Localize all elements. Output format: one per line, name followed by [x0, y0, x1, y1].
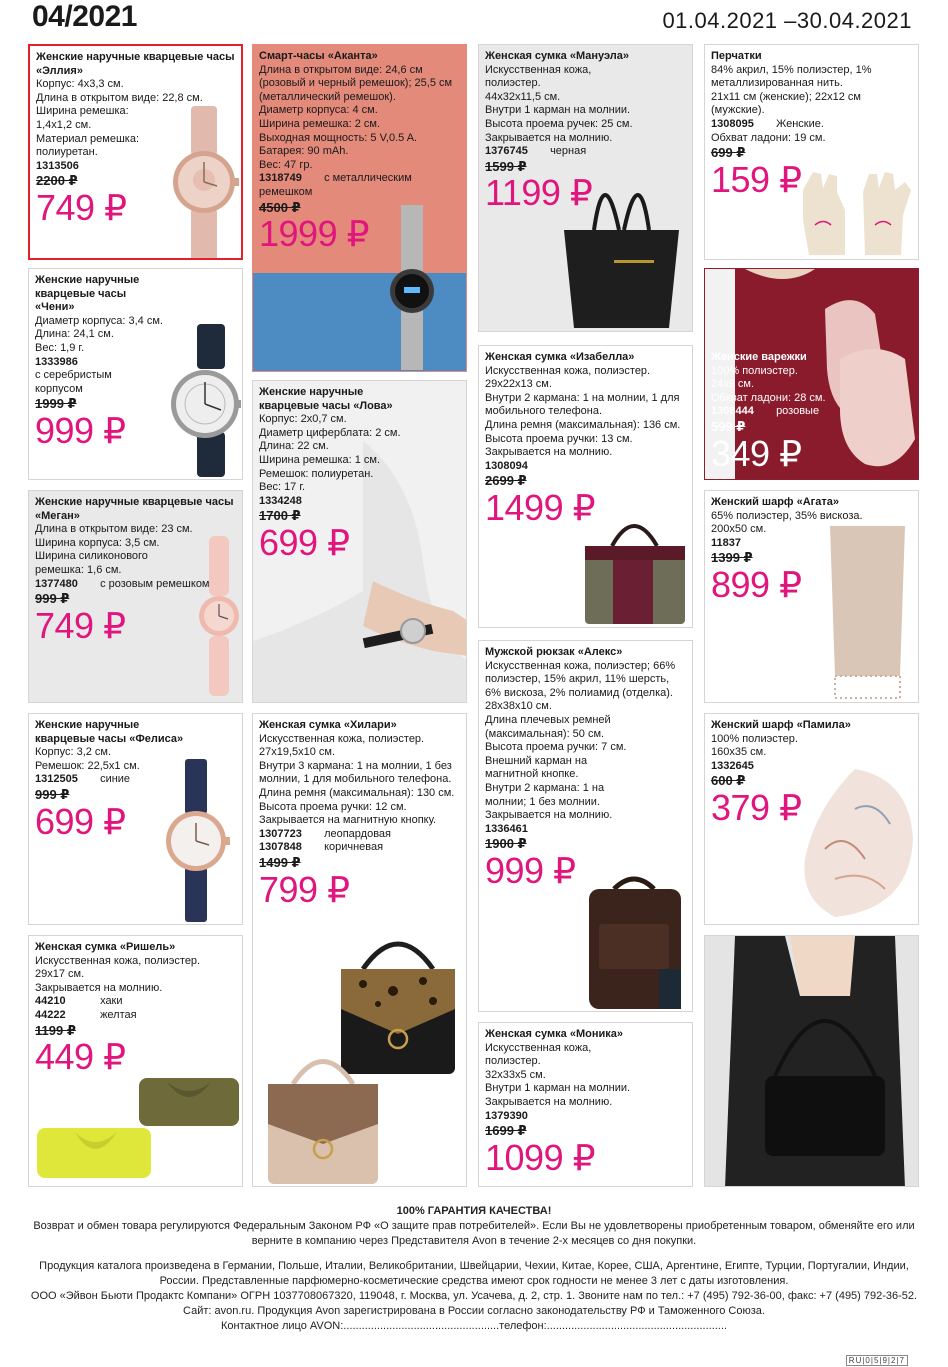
product-price: 1499 ₽	[485, 486, 595, 528]
product-info	[485, 50, 686, 213]
product-spec: 200х50 см.	[711, 523, 767, 536]
product-code: 1318749	[259, 172, 302, 185]
product-title: Женская сумка «Мануэла»	[485, 50, 629, 62]
product-variant: синие	[100, 773, 131, 786]
product-spec: Внутри 2 кармана: 1 на молнии; 1 без молнии.	[485, 781, 605, 808]
old-price: 1999 ₽	[35, 396, 77, 412]
product-code: 1308095	[711, 117, 754, 130]
product-spec: 84% акрил, 15% полиэстер, 1% металлизированная нить.	[711, 63, 872, 90]
product-spec: Длина ремня (максимальная): 130 см.	[259, 786, 455, 799]
product-info	[711, 351, 912, 474]
old-price: 999 ₽	[35, 786, 70, 802]
product-tile-akanta[interactable]	[252, 44, 467, 372]
product-spec: 28х38х10 см.	[485, 700, 552, 713]
product-spec: Высота проема ручки: 13 см.	[485, 432, 633, 445]
product-code: 1313506	[36, 159, 79, 172]
product-spec: Длина: 24,1 см.	[35, 328, 114, 341]
product-price: 159 ₽	[711, 158, 802, 200]
product-info	[36, 51, 235, 228]
product-info	[485, 351, 686, 528]
product-info	[259, 719, 460, 910]
product-price: 749 ₽	[35, 604, 126, 646]
handbag-brown-image	[258, 1044, 388, 1186]
product-code: 1307723	[259, 827, 302, 840]
product-tile-rishel[interactable]	[28, 935, 243, 1187]
product-variant: хаки	[100, 995, 123, 1008]
product-spec: Внешний карман на магнитной кнопке.	[485, 754, 588, 781]
product-spec: 44х32х11,5 см.	[485, 90, 561, 103]
product-code: 1334248	[259, 494, 302, 507]
product-spec: Внутри 3 кармана: 1 на молнии, 1 без молнии, 1 для мобильного телефона.	[259, 759, 452, 786]
old-price: 2200 ₽	[36, 173, 78, 189]
product-variant: леопардовая	[324, 827, 391, 840]
product-variant: черная	[550, 145, 587, 158]
product-spec: 32х33х5 см.	[485, 1068, 546, 1081]
product-spec: Закрывается на молнию.	[485, 1095, 613, 1108]
product-spec: Закрывается на молнию.	[35, 981, 163, 994]
product-spec: Ширина корпуса: 3,5 см.	[35, 536, 160, 549]
product-spec: Длина в открытом виде: 22,8 см.	[36, 91, 203, 104]
product-code: 1332645	[711, 759, 754, 772]
old-price: 1700 ₽	[259, 508, 301, 524]
product-spec: 29х22х13 см.	[485, 378, 552, 391]
product-price: 999 ₽	[485, 849, 576, 891]
product-code: 1308444	[711, 405, 754, 418]
product-price: 799 ₽	[259, 868, 350, 910]
product-info	[35, 274, 236, 451]
product-info	[35, 719, 236, 842]
product-spec: Высота проема ручки: 12 см.	[259, 800, 407, 813]
old-price: 1599 ₽	[485, 158, 527, 174]
product-spec: Закрывается на молнию.	[485, 446, 613, 459]
product-spec: Батарея: 90 mAh.	[259, 145, 349, 158]
product-spec: Искусственная кожа, полиэстер; 66% полиэстер, 15% акрил, 11% шерсть, 6% вискоза, 2% полиамид (отделка).	[485, 659, 676, 699]
product-code: 1333986	[35, 355, 78, 368]
product-spec: Длина: 22 см.	[259, 440, 329, 453]
product-spec: 24х9 см.	[711, 378, 755, 391]
product-code: 1336461	[485, 822, 528, 835]
product-spec: Искусственная кожа, полиэстер.	[485, 364, 651, 377]
product-spec: Корпус: 4х3,3 см.	[36, 78, 124, 91]
catalog-code: RU|0|5|9|2|7	[846, 1355, 908, 1366]
product-tile-monika[interactable]	[478, 1022, 693, 1187]
product-spec: Длина плечевых ремней (максимальная): 50 см.	[485, 713, 611, 740]
model-with-bag-photo	[705, 936, 919, 1187]
product-spec: Корпус: 3,2 см.	[35, 746, 112, 759]
product-spec: Диаметр корпуса: 4 см.	[259, 104, 378, 117]
product-tile-cheni[interactable]	[28, 268, 243, 480]
product-spec: Ширина ремешка: 1,4х1,2 см.	[36, 105, 129, 131]
product-code: 1312505	[35, 773, 78, 786]
product-spec: Искусственная кожа, полиэстер.	[485, 63, 592, 90]
product-spec: Искусственная кожа, полиэстер.	[35, 954, 201, 967]
product-spec: Ширина ремешка: 1 см.	[259, 453, 381, 466]
old-price: 4500 ₽	[259, 199, 301, 215]
product-variant: с розовым ремешком	[100, 577, 210, 590]
product-tile-hilari[interactable]	[252, 713, 467, 1187]
old-price: 599 ₽	[711, 418, 746, 434]
product-spec: 100% полиэстер.	[711, 364, 798, 377]
product-variant: коричневая	[324, 841, 384, 854]
product-title: Женские варежки	[711, 351, 807, 363]
catalog-issue: 04/2021	[32, 0, 137, 33]
product-price: 699 ₽	[35, 800, 126, 842]
pouch-yellow-image	[35, 1122, 155, 1184]
product-spec: 100% полиэстер.	[711, 732, 798, 745]
old-price: 1900 ₽	[485, 836, 527, 852]
product-spec: Длина в открытом виде: 23 см.	[35, 523, 193, 536]
product-title: Женские наручные кварцевые часы «Лова»	[259, 386, 393, 412]
product-price: 899 ₽	[711, 563, 802, 605]
product-spec: Ремешок: 22,5х1 см.	[35, 759, 140, 772]
old-price: 1399 ₽	[711, 550, 753, 566]
product-spec: 21х11 см (женские); 22х12 см (мужские).	[711, 90, 861, 117]
product-spec: Высота проема ручки: 7 см.	[485, 741, 627, 754]
product-spec: Обхват ладони: 28 см.	[711, 391, 826, 404]
product-spec: 160х35 см.	[711, 746, 767, 759]
product-tile-alex[interactable]	[478, 640, 693, 1012]
product-tile-felisa[interactable]	[28, 713, 243, 925]
return-policy-text: Возврат и обмен товара регулируются Федеральным Законом РФ «О защите прав потребителей». Если Вы не удовлетворены приобретенным товаром, обменяйте его или верните в компанию через Представителя Avon в течение 2-х месяцев со дня покупки.	[33, 1220, 915, 1247]
product-spec: Ремешок: полиуретан.	[259, 467, 374, 480]
product-spec: Закрывается на магнитную кнопку.	[259, 814, 437, 827]
product-price: 379 ₽	[711, 786, 802, 828]
product-spec: Закрывается на молнию.	[485, 809, 613, 822]
product-price: 349 ₽	[711, 432, 802, 474]
old-price: 699 ₽	[711, 145, 746, 161]
product-variant: розовые	[776, 405, 820, 418]
product-info	[259, 386, 460, 563]
product-tile-gloves[interactable]	[704, 44, 919, 260]
product-variant: Женские.	[776, 117, 824, 130]
old-price: 2699 ₽	[485, 473, 527, 489]
product-spec: Высота проема ручек: 25 см.	[485, 117, 633, 130]
product-title: Женский шарф «Агата»	[711, 496, 839, 508]
product-info	[711, 719, 912, 828]
product-tile-isabella[interactable]	[478, 345, 693, 628]
product-spec: Длина ремня (максимальная): 136 см.	[485, 418, 681, 431]
product-spec: Диаметр корпуса: 3,4 см.	[35, 314, 163, 327]
product-price: 999 ₽	[35, 409, 126, 451]
product-title: Женская сумка «Изабелла»	[485, 351, 635, 363]
product-info	[711, 50, 912, 200]
product-code: 1308094	[485, 459, 528, 472]
quality-guarantee-heading: 100% ГАРАНТИЯ КАЧЕСТВА!	[396, 1205, 552, 1217]
product-title: Женские наручные кварцевые часы «Чени»	[35, 274, 140, 314]
product-price: 449 ₽	[35, 1036, 126, 1078]
product-spec: Выходная мощность: 5 V,0.5 A.	[259, 131, 418, 144]
product-spec: Диаметр циферблата: 2 см.	[259, 426, 401, 439]
product-spec: Закрывается на молнию.	[485, 131, 613, 144]
product-spec: Ширина силиконового ремешка: 1,6 см.	[35, 550, 148, 576]
product-info	[485, 1028, 686, 1178]
product-spec: Корпус: 2х0,7 см.	[259, 413, 347, 426]
product-tile-pamila[interactable]	[704, 713, 919, 925]
product-spec: Вес: 47 гр.	[259, 158, 313, 171]
product-price: 1099 ₽	[485, 1136, 595, 1178]
product-variant: с металлическим ремешком	[259, 172, 412, 198]
product-spec: Обхват ладони: 19 см.	[711, 131, 826, 144]
product-title: Мужской рюкзак «Алекс»	[485, 646, 623, 658]
old-price: 1199 ₽	[35, 1022, 76, 1038]
product-title: Женская сумка «Моника»	[485, 1028, 623, 1040]
product-code: 44210	[35, 995, 66, 1008]
product-code: 1376745	[485, 145, 528, 158]
product-info	[35, 941, 236, 1077]
product-tile-ellia[interactable]	[28, 44, 243, 260]
old-price: 1699 ₽	[485, 1123, 527, 1139]
product-tile-lova[interactable]	[252, 380, 467, 703]
product-title: Женская сумка «Хилари»	[259, 719, 397, 731]
old-price: 600 ₽	[711, 773, 746, 789]
product-info	[711, 496, 912, 605]
old-price: 1499 ₽	[259, 854, 301, 870]
old-price: 999 ₽	[35, 591, 70, 607]
product-spec: Ширина ремешка: 2 см.	[259, 117, 381, 130]
product-code: 11837	[711, 536, 741, 549]
product-spec: Внутри 1 карман на молнии.	[485, 1082, 631, 1095]
product-title: Женский шарф «Памила»	[711, 719, 851, 731]
product-spec: Искусственная кожа, полиэстер.	[485, 1041, 592, 1068]
product-spec: 29х17 см.	[35, 968, 85, 981]
product-title: Женская сумка «Ришель»	[35, 941, 176, 953]
product-spec: Вес: 17 г.	[259, 481, 306, 494]
product-price: 749 ₽	[36, 186, 127, 228]
product-spec: Материал ремешка: полиуретан.	[36, 132, 140, 159]
origin-text: Продукция каталога произведена в Германии, Польше, Италии, Великобритании, Швейцарии, Чехии, Китае, Корее, США, Аргентине, Египте, Турции, Португалии, Индии, России. Представленные парфюмерно-косметические средства имеют срок годности не менее 3 лет с даты изготовления.	[39, 1260, 909, 1287]
product-spec: 27х19,5х10 см.	[259, 746, 336, 759]
footer	[30, 1204, 918, 1334]
product-code: 1307848	[259, 841, 302, 854]
contact-line: Контактное лицо AVON:...................................................телефон:...........................................................	[221, 1320, 727, 1332]
product-title: Женские наручные кварцевые часы «Фелиса»	[35, 719, 184, 745]
product-info	[485, 646, 686, 891]
product-tile-agata[interactable]	[704, 490, 919, 703]
lifestyle-photo	[704, 935, 919, 1187]
product-spec: 65% полиэстер, 35% вискоза.	[711, 509, 863, 522]
product-code: 1379390	[485, 1109, 528, 1122]
product-code: 1377480	[35, 577, 78, 590]
product-tile-mittens[interactable]	[704, 268, 919, 480]
product-spec: Внутри 1 карман на молнии.	[485, 104, 631, 117]
product-info	[35, 496, 236, 646]
product-title: Женские наручные кварцевые часы «Меган»	[35, 496, 234, 522]
smartwatch-image	[383, 205, 443, 370]
product-title: Женские наручные кварцевые часы «Эллия»	[36, 51, 235, 77]
catalog-dates: 01.04.2021 –30.04.2021	[662, 8, 912, 33]
product-code: 44222	[35, 1008, 66, 1021]
product-tile-megan[interactable]	[28, 490, 243, 703]
product-variant: с серебристым корпусом	[35, 369, 112, 395]
company-info-text: ООО «Эйвон Бьюти Продактс Компани» ОГРН 1037708067320, 119048, г. Москва, ул. Усачева, д. 2, стр. 1. Звоните нам по тел.: +7 (495) 792-36-00, факс: +7 (495) 792-36-52. Сайт: avon.ru. Продукция Avon зарегистрирована в России согласно законодательству РФ и Таможенного Союза.	[30, 1290, 918, 1317]
product-tile-manuela[interactable]	[478, 44, 693, 332]
product-spec: Вес: 1,9 г.	[35, 341, 85, 354]
product-price: 1199 ₽	[485, 172, 593, 214]
product-spec: Внутри 2 кармана: 1 на молнии, 1 для мобильного телефона.	[485, 391, 680, 418]
product-variant: желтая	[100, 1008, 137, 1021]
product-price: 1999 ₽	[259, 213, 369, 255]
product-title: Перчатки	[711, 50, 762, 62]
product-spec: Длина в открытом виде: 24,6 см (розовый и черный ремешок); 25,5 см (металлический ремешок).	[259, 63, 453, 103]
product-spec: Искусственная кожа, полиэстер.	[259, 732, 425, 745]
product-title: Смарт-часы «Аканта»	[259, 50, 378, 62]
product-price: 699 ₽	[259, 521, 350, 563]
